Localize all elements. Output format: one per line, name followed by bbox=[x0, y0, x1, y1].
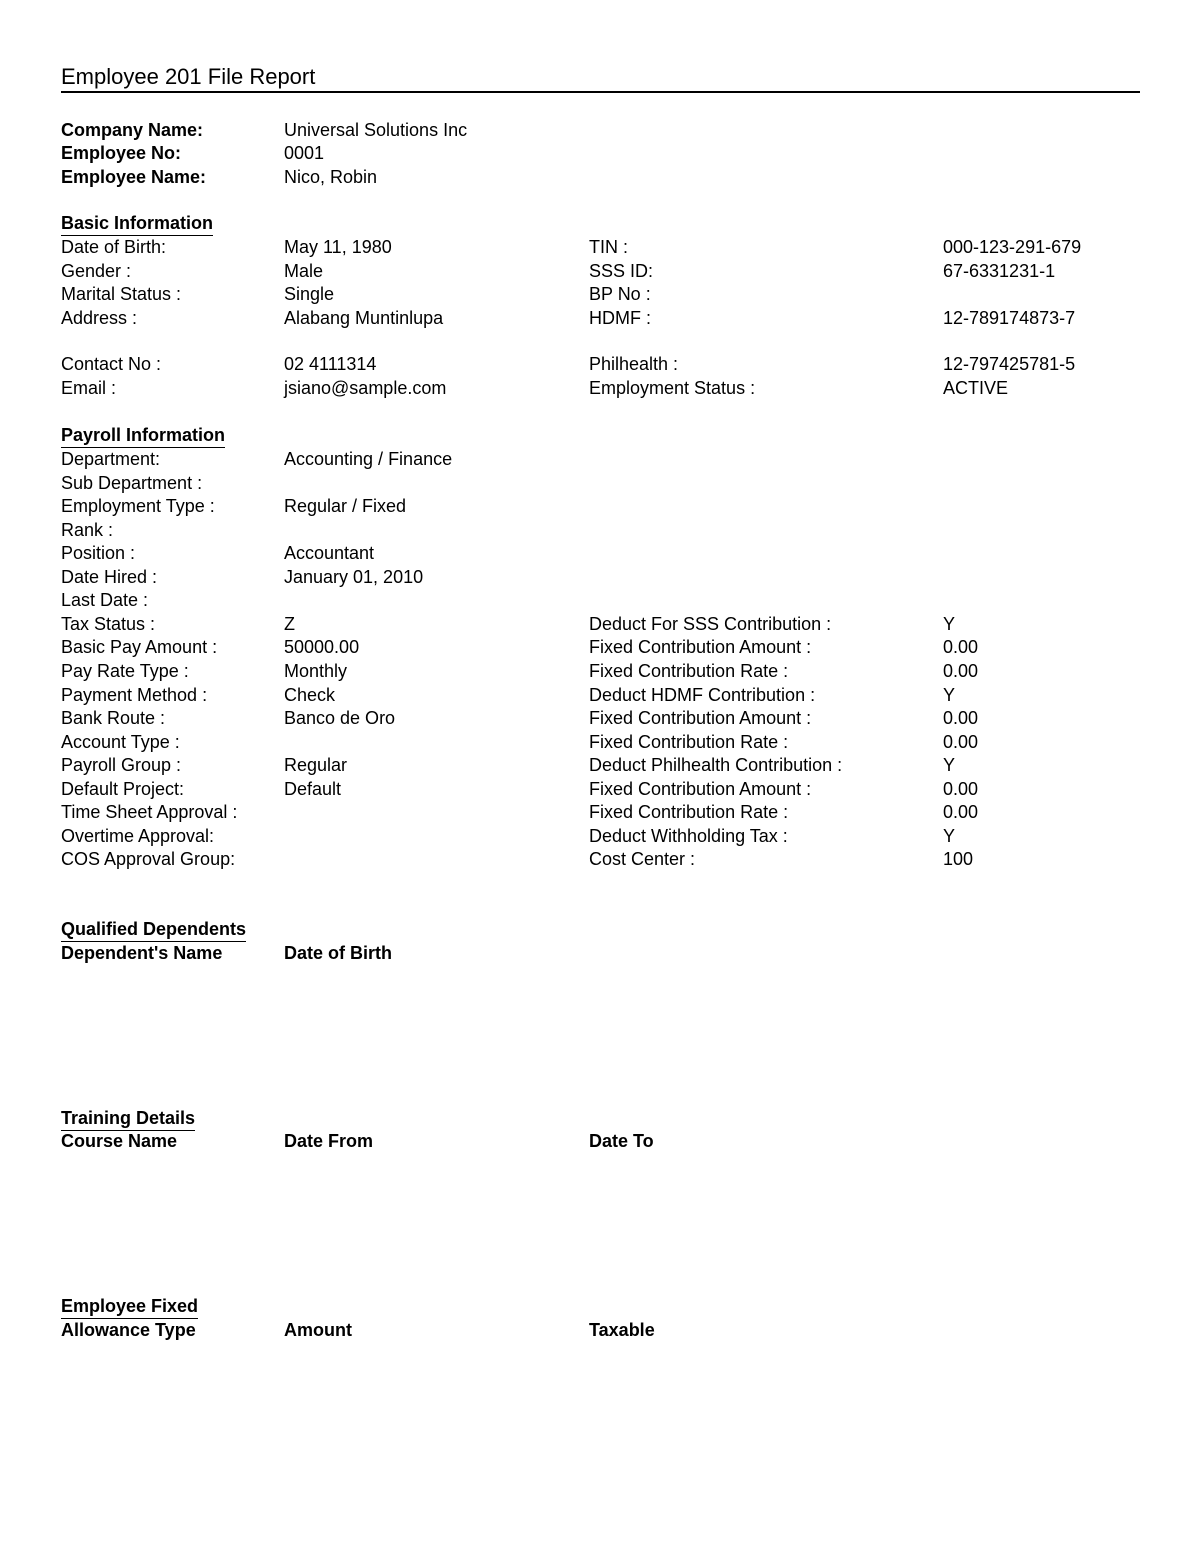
column-header: Allowance Type bbox=[61, 1320, 196, 1340]
field-value: Alabang Muntinlupa bbox=[284, 308, 444, 328]
field-value: Check bbox=[284, 685, 336, 705]
column-header: Amount bbox=[284, 1320, 352, 1340]
field-label: Gender : bbox=[61, 261, 132, 281]
field-label: Time Sheet Approval : bbox=[61, 802, 238, 822]
field-value: 0.00 bbox=[943, 661, 979, 681]
company-label: Company Name: bbox=[61, 120, 204, 140]
field-value: Male bbox=[284, 261, 324, 281]
field-label: Employment Status : bbox=[589, 378, 756, 398]
dependents-heading: Qualified Dependents bbox=[61, 918, 246, 942]
field-value: 0.00 bbox=[943, 779, 979, 799]
field-label: Department: bbox=[61, 449, 161, 469]
field-label: Position : bbox=[61, 543, 136, 563]
field-label: BP No : bbox=[589, 284, 651, 304]
field-label: Cost Center : bbox=[589, 849, 696, 869]
field-value: 02 4111314 bbox=[284, 354, 377, 374]
field-label: Tax Status : bbox=[61, 614, 156, 634]
field-value: 50000.00 bbox=[284, 637, 360, 657]
field-label: Date of Birth: bbox=[61, 237, 167, 257]
field-label: Sub Department : bbox=[61, 473, 203, 493]
column-header: Course Name bbox=[61, 1131, 178, 1151]
field-value: 000-123-291-679 bbox=[943, 237, 1082, 257]
employee-name-value: Nico, Robin bbox=[284, 167, 378, 187]
field-value: Default bbox=[284, 779, 342, 799]
field-label: Deduct Philhealth Contribution : bbox=[589, 755, 843, 775]
field-value: Regular / Fixed bbox=[284, 496, 407, 516]
field-label: Fixed Contribution Amount : bbox=[589, 779, 812, 799]
company-value: Universal Solutions Inc bbox=[284, 120, 468, 140]
employee-no-value: 0001 bbox=[284, 143, 325, 163]
field-label: Rank : bbox=[61, 520, 114, 540]
field-value: Y bbox=[943, 685, 956, 705]
report-title: Employee 201 File Report bbox=[61, 64, 316, 89]
field-label: Payroll Group : bbox=[61, 755, 182, 775]
field-value: Regular bbox=[284, 755, 348, 775]
column-header: Date To bbox=[589, 1131, 654, 1151]
field-label: Email : bbox=[61, 378, 117, 398]
field-value: Monthly bbox=[284, 661, 348, 681]
column-header: Dependent's Name bbox=[61, 943, 223, 963]
field-label: Deduct HDMF Contribution : bbox=[589, 685, 816, 705]
field-label: Deduct Withholding Tax : bbox=[589, 826, 788, 846]
field-label: Fixed Contribution Rate : bbox=[589, 661, 789, 681]
field-label: Pay Rate Type : bbox=[61, 661, 189, 681]
field-value: May 11, 1980 bbox=[284, 237, 392, 257]
field-value: 0.00 bbox=[943, 708, 979, 728]
field-label: Employment Type : bbox=[61, 496, 215, 516]
field-value: 0.00 bbox=[943, 802, 979, 822]
field-value: 67-6331231-1 bbox=[943, 261, 1056, 281]
employee-no-label: Employee No: bbox=[61, 143, 182, 163]
field-value: January 01, 2010 bbox=[284, 567, 424, 587]
field-label: Date Hired : bbox=[61, 567, 158, 587]
field-label: SSS ID: bbox=[589, 261, 654, 281]
field-value: Accountant bbox=[284, 543, 375, 563]
field-value: 12-789174873-7 bbox=[943, 308, 1076, 328]
field-value: Single bbox=[284, 284, 335, 304]
field-value: Y bbox=[943, 614, 956, 634]
field-label: Account Type : bbox=[61, 732, 180, 752]
training-heading: Training Details bbox=[61, 1107, 195, 1131]
basic-info-heading: Basic Information bbox=[61, 212, 213, 236]
field-label: Default Project: bbox=[61, 779, 185, 799]
field-value: ACTIVE bbox=[943, 378, 1009, 398]
field-value: 100 bbox=[943, 849, 974, 869]
field-value: jsiano@sample.com bbox=[284, 378, 447, 398]
payroll-info-heading: Payroll Information bbox=[61, 424, 225, 448]
field-label: Contact No : bbox=[61, 354, 162, 374]
column-header: Date From bbox=[284, 1131, 374, 1151]
field-label: Fixed Contribution Rate : bbox=[589, 802, 789, 822]
field-value: Banco de Oro bbox=[284, 708, 396, 728]
field-label: Fixed Contribution Amount : bbox=[589, 637, 812, 657]
field-label: Overtime Approval: bbox=[61, 826, 215, 846]
field-value: 12-797425781-5 bbox=[943, 354, 1076, 374]
field-label: Payment Method : bbox=[61, 685, 208, 705]
field-label: Last Date : bbox=[61, 590, 149, 610]
field-value: 0.00 bbox=[943, 637, 979, 657]
allowance-heading: Employee Fixed bbox=[61, 1295, 198, 1319]
field-label: Fixed Contribution Rate : bbox=[589, 732, 789, 752]
field-value: 0.00 bbox=[943, 732, 979, 752]
field-value: Z bbox=[284, 614, 295, 634]
column-header: Date of Birth bbox=[284, 943, 392, 963]
column-header: Taxable bbox=[589, 1320, 655, 1340]
field-label: Marital Status : bbox=[61, 284, 182, 304]
field-label: Basic Pay Amount : bbox=[61, 637, 218, 657]
employee-name-label: Employee Name: bbox=[61, 167, 207, 187]
field-label: Philhealth : bbox=[589, 354, 679, 374]
field-label: Address : bbox=[61, 308, 138, 328]
field-label: Fixed Contribution Amount : bbox=[589, 708, 812, 728]
field-label: COS Approval Group: bbox=[61, 849, 236, 869]
field-label: HDMF : bbox=[589, 308, 651, 328]
field-label: TIN : bbox=[589, 237, 628, 257]
field-value: Y bbox=[943, 826, 956, 846]
title-divider bbox=[61, 91, 1140, 93]
field-label: Deduct For SSS Contribution : bbox=[589, 614, 832, 634]
field-label: Bank Route : bbox=[61, 708, 166, 728]
field-value: Accounting / Finance bbox=[284, 449, 453, 469]
field-value: Y bbox=[943, 755, 956, 775]
